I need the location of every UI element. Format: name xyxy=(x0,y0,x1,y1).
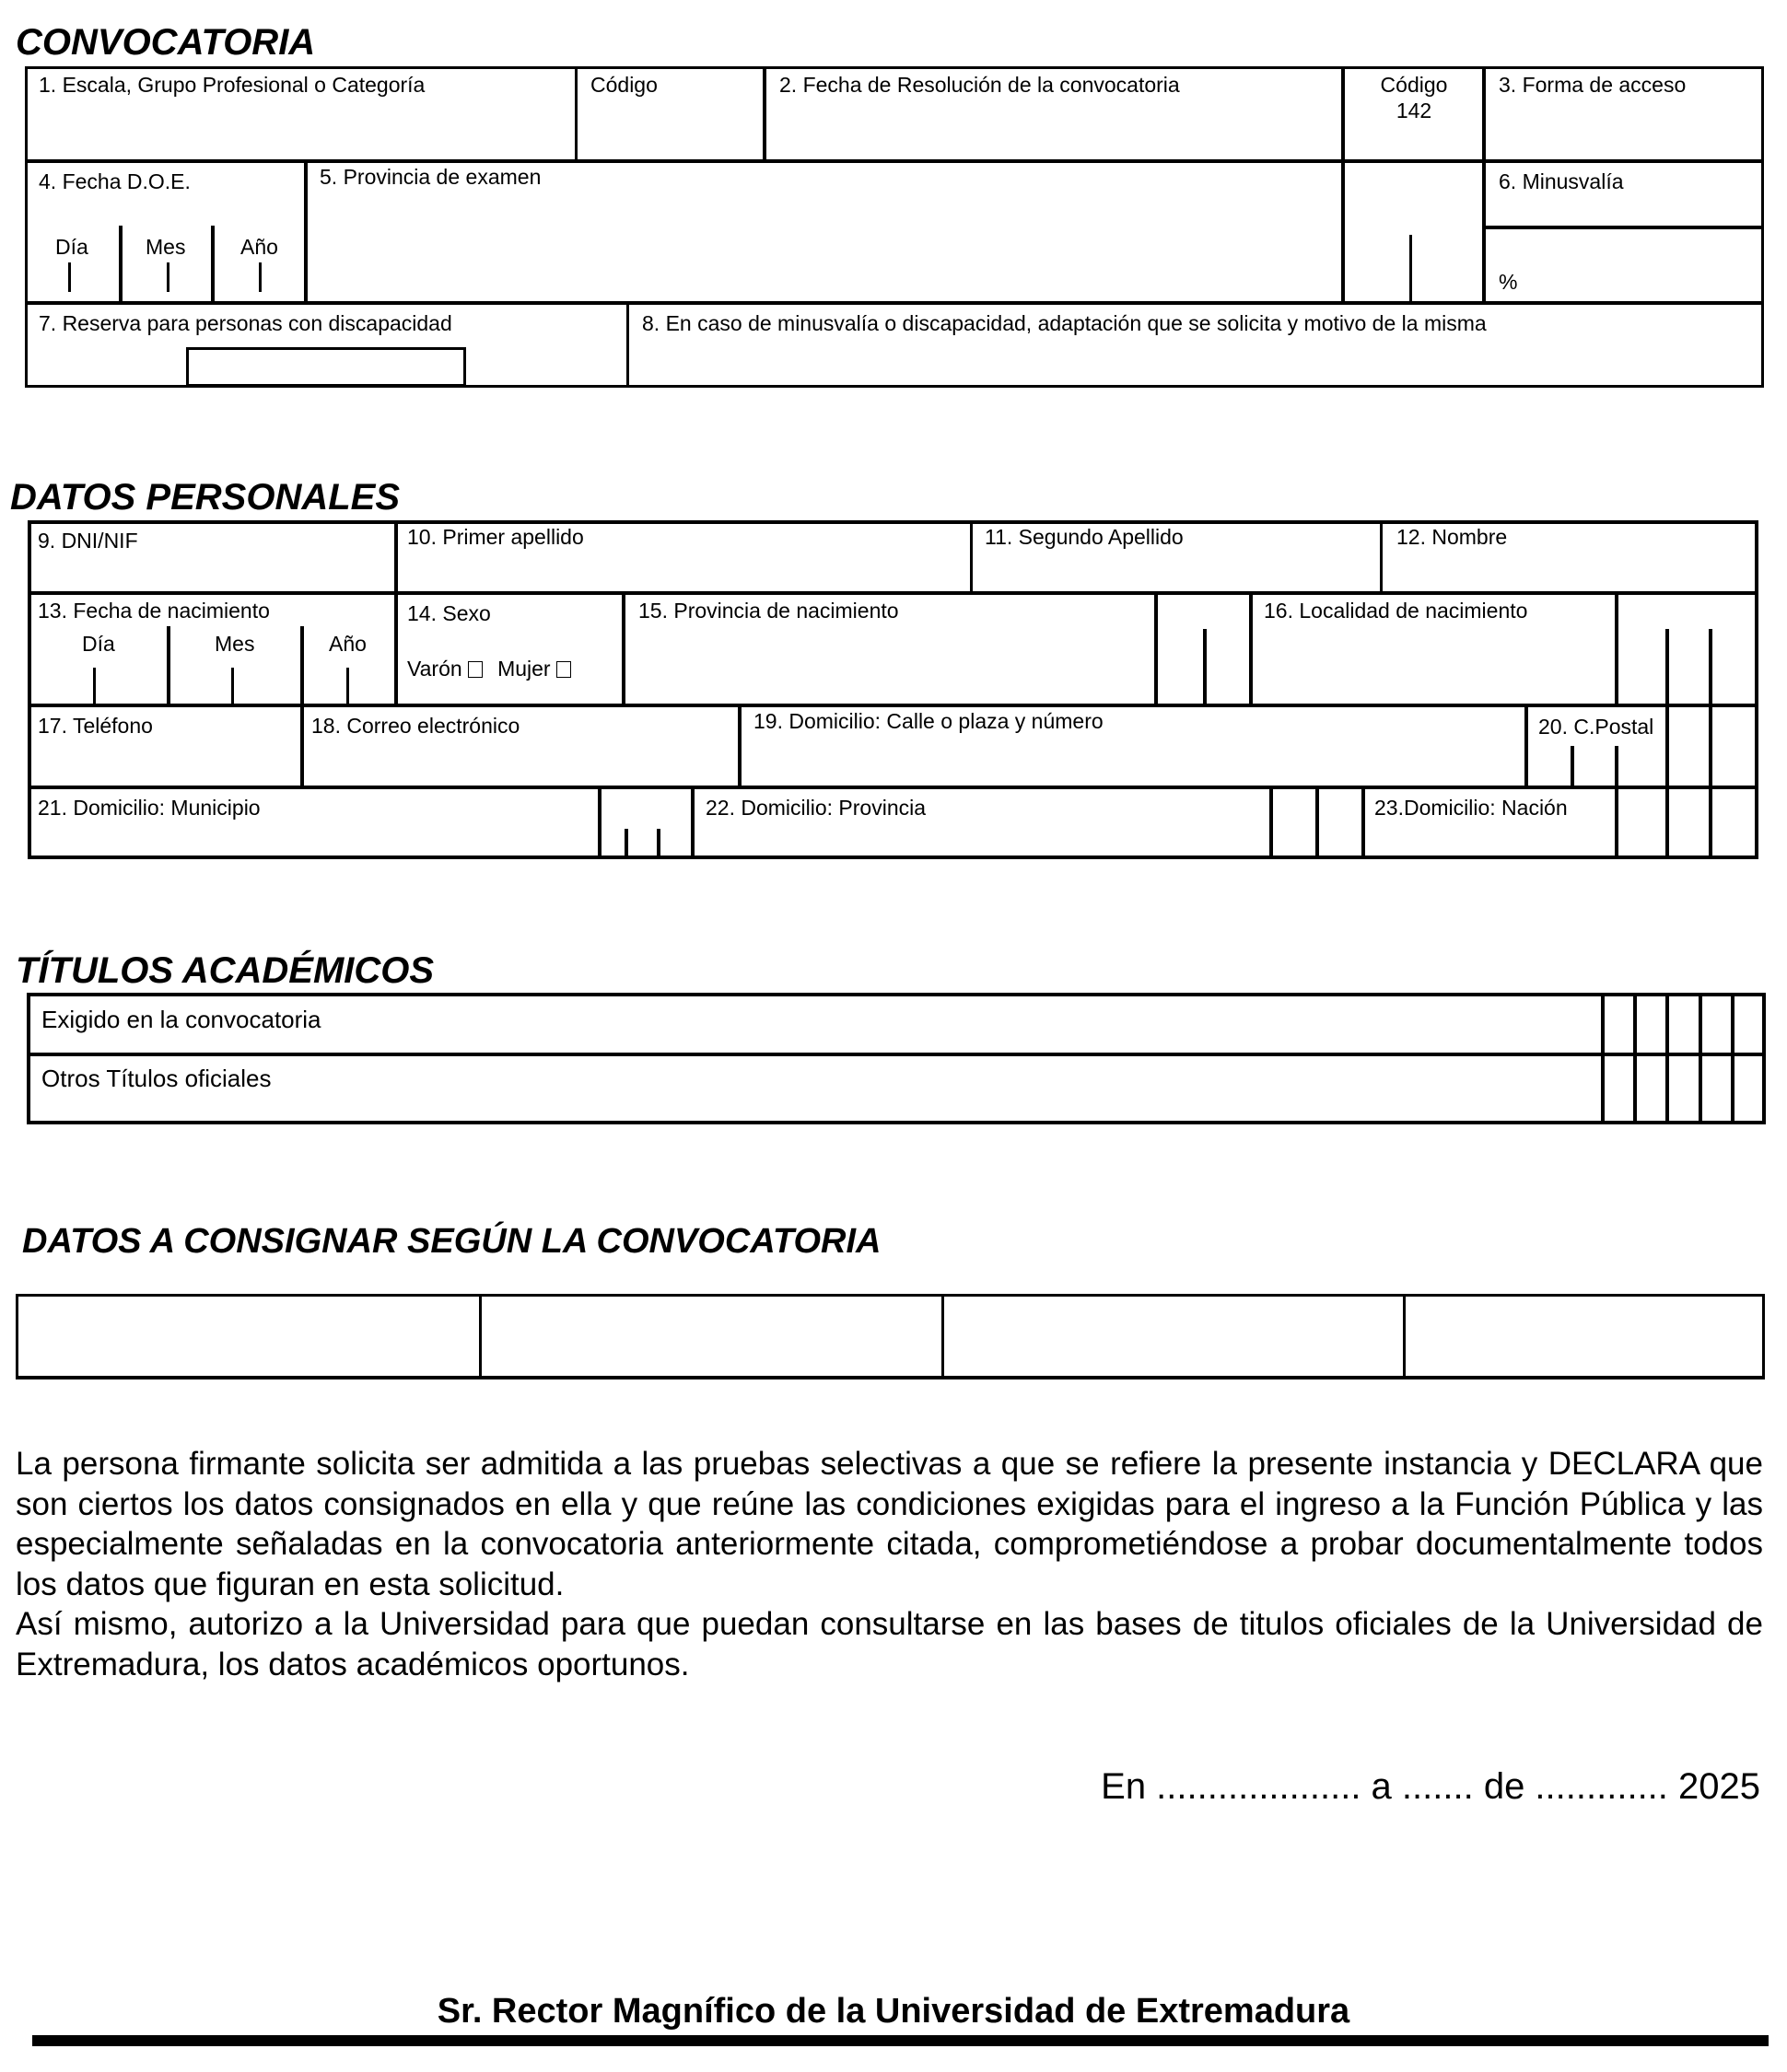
field-label-cpostal: 20. C.Postal xyxy=(1538,715,1654,739)
field-label-fecha-nacimiento: 13. Fecha de nacimiento xyxy=(38,599,270,623)
field-label-provincia-examen: 5. Provincia de examen xyxy=(320,165,542,189)
table-border xyxy=(1269,787,1273,857)
signature-date-line: En .................... a ....... de ............. 2025 xyxy=(1101,1766,1760,1807)
field-label-correo: 18. Correo electrónico xyxy=(311,714,520,738)
digit-tick xyxy=(1203,629,1207,704)
dni-input[interactable] xyxy=(31,553,394,591)
codigo-value: 142 xyxy=(1396,99,1432,122)
table-border xyxy=(575,66,578,161)
table-border xyxy=(28,591,1758,595)
table-border xyxy=(394,520,398,704)
table-border xyxy=(1154,591,1158,704)
table-border xyxy=(1699,993,1702,1124)
table-border xyxy=(25,66,1764,69)
consignar-cell-input[interactable] xyxy=(1406,1297,1762,1376)
table-border xyxy=(626,303,629,388)
consignar-cell-input[interactable] xyxy=(944,1297,1403,1376)
domicilio-nacion-input[interactable] xyxy=(1365,820,1615,856)
field-label-adaptacion: 8. En caso de minusvalía o discapacidad, adaptación que se solicita y motivo de la misma xyxy=(642,311,1487,335)
date-label-mes: Mes xyxy=(146,235,186,259)
digit-tick xyxy=(625,829,628,857)
digit-tick xyxy=(167,262,169,292)
reserva-checkbox[interactable] xyxy=(186,347,466,387)
domicilio-municipio-input[interactable] xyxy=(31,820,598,856)
fecha-resolucion-input[interactable] xyxy=(766,97,1341,159)
domicilio-provincia-input[interactable] xyxy=(695,820,1269,856)
field-label-localidad-nacimiento: 16. Localidad de nacimiento xyxy=(1264,599,1528,623)
escala-input[interactable] xyxy=(28,97,575,159)
table-border xyxy=(25,301,1764,305)
table-border xyxy=(119,226,123,302)
table-border xyxy=(1380,520,1383,592)
titulo-row-label: Otros Títulos oficiales xyxy=(41,1065,272,1092)
bottom-rule xyxy=(32,2035,1769,2046)
field-label-nombre: 12. Nombre xyxy=(1396,525,1508,549)
field-label-codigo: Código xyxy=(590,73,658,97)
titulo-row-label: Exigido en la convocatoria xyxy=(41,1006,321,1033)
table-border xyxy=(28,704,1758,707)
field-label-fecha-doe: 4. Fecha D.O.E. xyxy=(39,169,191,193)
forma-acceso-input[interactable] xyxy=(1486,97,1761,159)
table-border xyxy=(1755,520,1758,859)
table-border xyxy=(28,786,1758,789)
digit-tick xyxy=(68,262,71,292)
digit-tick xyxy=(657,829,660,857)
field-label-domicilio-municipio: 21. Domicilio: Municipio xyxy=(38,796,261,820)
field-label-reserva: 7. Reserva para personas con discapacidad xyxy=(39,311,452,335)
digit-tick xyxy=(259,262,262,292)
field-label-sexo: 14. Sexo xyxy=(407,601,491,625)
consignar-cell-input[interactable] xyxy=(18,1297,479,1376)
digit-tick xyxy=(1409,235,1412,302)
table-border xyxy=(28,520,1758,524)
telefono-input[interactable] xyxy=(31,737,300,786)
section-title-datos-consignar: DATOS A CONSIGNAR SEGÚN LA CONVOCATORIA xyxy=(22,1222,882,1261)
titulo-otros-input[interactable] xyxy=(30,1056,1601,1121)
field-label-minusvalia: 6. Minusvalía xyxy=(1499,169,1624,193)
declaration-text xyxy=(16,1444,1763,1684)
table-border xyxy=(598,787,602,857)
percent-label: % xyxy=(1499,270,1518,294)
table-border xyxy=(211,226,215,302)
table-border xyxy=(1315,787,1319,857)
field-label-fecha-resolucion: 2. Fecha de Resolución de la convocatoria xyxy=(779,73,1180,97)
nombre-input[interactable] xyxy=(1384,553,1755,591)
domicilio-calle-input[interactable] xyxy=(742,737,1524,786)
provincia-examen-input[interactable] xyxy=(308,193,1341,301)
declaration-paragraph: La persona firmante solicita ser admitida a las pruebas selectivas a que se refiere la presente instancia y DECLARA que son ciertos los datos consignados en ella y que reúne las condiciones exigidas para el ingreso a la Función Pública y las especialmente señaladas en la convocatoria anteriormente citada, comprometiéndose a probar documentalmente todos los datos que figuran en esta solicitud. xyxy=(16,1446,1763,1602)
table-border xyxy=(25,159,1764,163)
field-label-segundo-apellido: 11. Segundo Apellido xyxy=(985,525,1184,549)
field-label-escala: 1. Escala, Grupo Profesional o Categoría xyxy=(39,73,426,97)
field-label-domicilio-provincia: 22. Domicilio: Provincia xyxy=(706,796,927,820)
codigo-input[interactable] xyxy=(578,97,763,159)
provincia-nacimiento-input[interactable] xyxy=(625,626,1154,704)
titulo-exigido-input[interactable] xyxy=(30,996,1601,1053)
option-label-varon: Varón xyxy=(407,657,462,681)
field-label-telefono: 17. Teléfono xyxy=(38,714,153,738)
varon-checkbox[interactable] xyxy=(468,661,483,678)
addressee: Sr. Rector Magnífico de la Universidad de Extremadura xyxy=(437,1992,1350,2031)
date-label-mes: Mes xyxy=(215,632,255,656)
field-label-dni: 9. DNI/NIF xyxy=(38,529,138,553)
table-border xyxy=(1731,993,1734,1124)
adaptacion-input[interactable] xyxy=(630,336,1761,385)
segundo-apellido-input[interactable] xyxy=(973,553,1380,591)
section-title-convocatoria: CONVOCATORIA xyxy=(16,22,316,63)
declaration-paragraph: Así mismo, autorizo a la Universidad para que puedan consultarse en las bases de titulos oficiales de la Universidad de Extremadura, los datos académicos oportunos. xyxy=(16,1606,1763,1682)
primer-apellido-input[interactable] xyxy=(398,553,970,591)
table-border xyxy=(1762,993,1766,1124)
field-label-provincia-nacimiento: 15. Provincia de nacimiento xyxy=(638,599,899,623)
mujer-checkbox[interactable] xyxy=(556,661,571,678)
date-label-dia: Día xyxy=(55,235,88,259)
date-label-anio: Año xyxy=(240,235,278,259)
localidad-nacimiento-input[interactable] xyxy=(1253,626,1615,704)
sexo-options xyxy=(407,658,571,681)
cpostal-input[interactable] xyxy=(1528,741,1755,786)
table-border xyxy=(1665,993,1669,1124)
field-label-domicilio-nacion: 23.Domicilio: Nación xyxy=(1374,796,1568,820)
fecha-nacimiento-input[interactable] xyxy=(31,663,392,704)
section-title-datos-personales: DATOS PERSONALES xyxy=(10,477,401,518)
minusvalia-percent-input[interactable] xyxy=(1486,229,1761,301)
table-border xyxy=(1615,591,1618,704)
field-label-forma-acceso: 3. Forma de acceso xyxy=(1499,73,1687,97)
table-border xyxy=(1601,993,1605,1124)
consignar-cell-input[interactable] xyxy=(482,1297,941,1376)
correo-input[interactable] xyxy=(304,737,738,786)
field-label-domicilio-calle: 19. Domicilio: Calle o plaza y número xyxy=(753,709,1104,733)
table-border xyxy=(1762,1294,1765,1379)
table-border xyxy=(27,1121,1766,1124)
section-title-titulos: TÍTULOS ACADÉMICOS xyxy=(16,950,435,991)
table-border xyxy=(16,1376,1765,1379)
table-border xyxy=(1633,993,1637,1124)
table-border xyxy=(28,856,1758,859)
option-label-mujer: Mujer xyxy=(497,657,551,681)
field-label-primer-apellido: 10. Primer apellido xyxy=(407,525,584,549)
field-label-codigo-2: Código xyxy=(1380,73,1448,97)
date-label-dia: Día xyxy=(82,632,115,656)
date-label-anio: Año xyxy=(329,632,367,656)
